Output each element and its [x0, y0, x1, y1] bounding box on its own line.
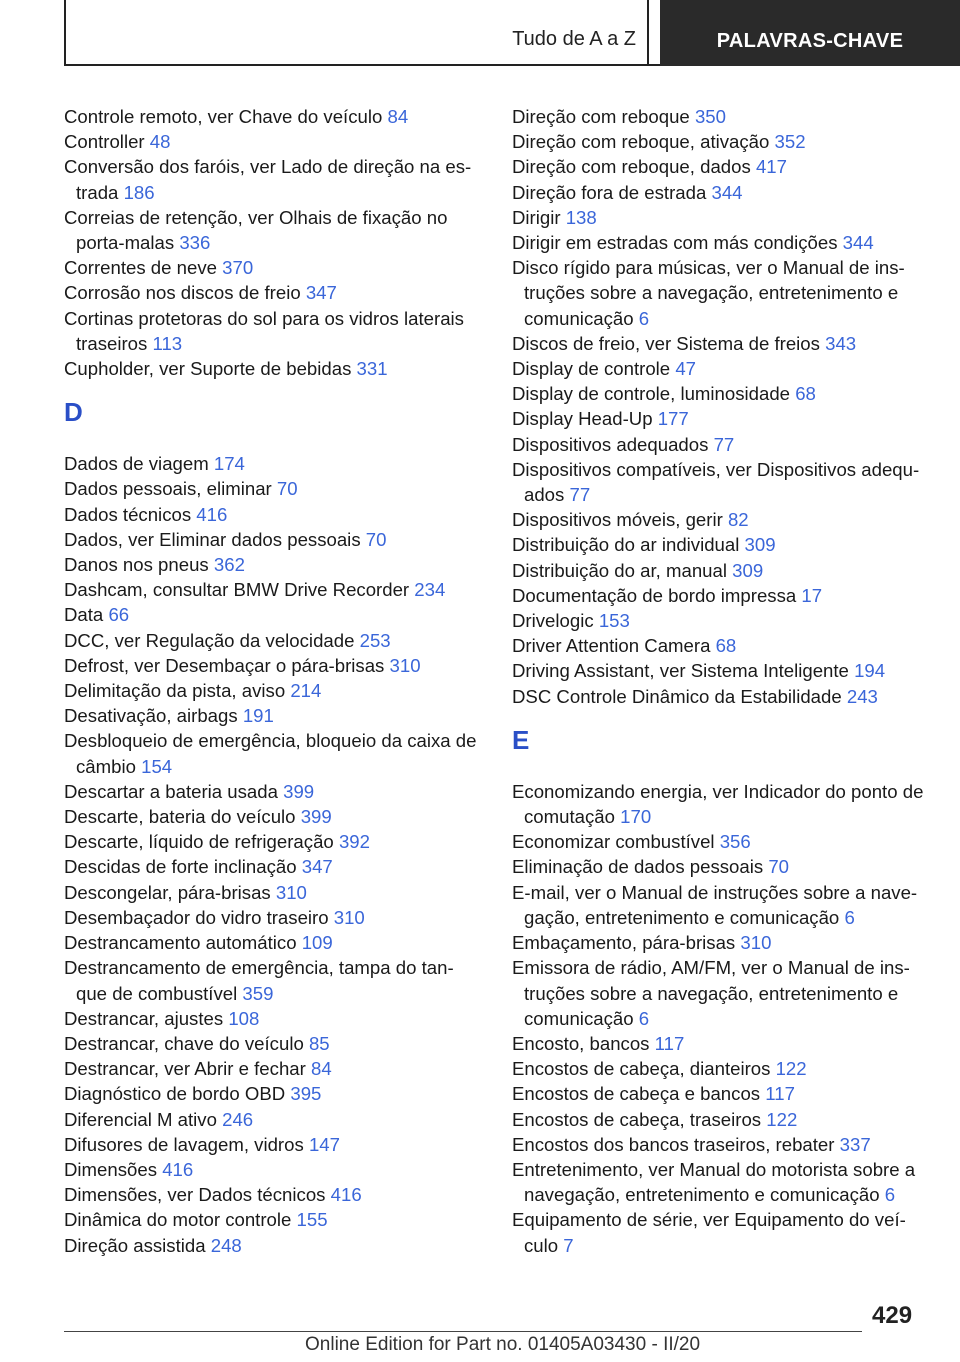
page-reference-link[interactable]: 310 — [389, 654, 421, 676]
index-entry — [64, 905, 484, 930]
index-entry-text: Descarte, líquido de refrigeração — [64, 831, 334, 853]
page-reference-link[interactable]: 331 — [356, 358, 388, 380]
index-entry-text: Dados técnicos — [64, 503, 192, 525]
page-reference-link[interactable]: 214 — [290, 680, 322, 702]
page-reference-link[interactable]: 194 — [854, 660, 886, 682]
index-entry-text: Descartar a bateria usada — [64, 780, 278, 802]
index-entry-text: Destrancamento de emergência, tampa do tan‐que de combustível — [64, 957, 454, 1004]
index-entry — [512, 955, 932, 1031]
index-entry — [64, 854, 484, 879]
page-reference-link[interactable]: 248 — [210, 1234, 242, 1256]
index-entry — [64, 1157, 484, 1182]
index-entry-text: Display de controle — [512, 358, 671, 380]
page-reference-link[interactable]: 68 — [715, 635, 737, 657]
index-entry — [512, 930, 932, 955]
index-entry-text: Diagnóstico de bordo OBD — [64, 1083, 286, 1105]
index-entry-text: Direção com reboque, ativação — [512, 131, 770, 153]
index-entry-text: Encostos de cabeça e bancos — [512, 1083, 761, 1105]
page-reference-link[interactable]: 122 — [766, 1108, 798, 1130]
index-entry — [64, 1182, 484, 1207]
page-reference-link[interactable]: 122 — [775, 1058, 807, 1080]
index-entry — [512, 633, 932, 658]
index-entry — [64, 804, 484, 829]
page-reference-link[interactable]: 253 — [359, 629, 391, 651]
index-entry — [64, 1233, 484, 1258]
page-reference-link[interactable]: 186 — [123, 181, 155, 203]
index-entry-text: Emissora de rádio, AM/FM, ver o Manual de ins‐truções sobre a navegação, entretenimento e comunicação — [512, 957, 910, 1029]
page-reference-link[interactable]: 117 — [765, 1083, 795, 1105]
index-entry — [512, 406, 932, 431]
page-reference-link[interactable]: 343 — [825, 332, 857, 354]
index-entry-text: Diferencial M ativo — [64, 1108, 217, 1130]
index-entry-text: Documentação de bordo impressa — [512, 584, 797, 606]
index-entry-text: Difusores de lavagem, vidros — [64, 1133, 304, 1155]
index-entry — [64, 280, 484, 305]
index-column-left — [64, 104, 484, 1258]
page-reference-link[interactable]: 85 — [308, 1032, 330, 1054]
page-reference-link[interactable]: 337 — [839, 1133, 871, 1155]
index-entry — [512, 432, 932, 457]
index-entry-text: Economizando energia, ver Indicador do ponto de comutação — [512, 780, 924, 828]
index-entry — [64, 1207, 484, 1232]
page-reference-link[interactable]: 84 — [387, 106, 409, 127]
index-entry — [64, 104, 484, 129]
index-entry — [64, 255, 484, 280]
index-entry-text: E-mail, ver o Manual de instruções sobre a nave‐gação, entretenimento e comunicação — [512, 881, 918, 928]
index-entry-text: Dispositivos móveis, gerir — [512, 509, 723, 531]
index-entry — [64, 1056, 484, 1081]
index-entry — [512, 684, 932, 709]
index-entry — [64, 306, 484, 356]
page-reference-link[interactable]: 48 — [149, 131, 171, 153]
page-reference-link[interactable]: 47 — [675, 358, 696, 380]
index-entry-text: DCC, ver Regulação da velocidade — [64, 629, 355, 651]
index-entry — [64, 678, 484, 703]
index-entry — [512, 457, 932, 507]
page-reference-link[interactable]: 138 — [565, 206, 597, 228]
index-entry — [512, 331, 932, 356]
page-number: 429 — [872, 1302, 913, 1329]
index-entry-text: Display de controle, luminosidade — [512, 383, 791, 405]
index-entry — [64, 829, 484, 854]
index-entry — [512, 255, 932, 331]
index-entry — [64, 356, 484, 381]
index-letter-heading: E — [512, 724, 530, 755]
index-entry — [512, 180, 932, 205]
index-entry — [512, 658, 932, 683]
page-reference-link[interactable]: 68 — [795, 383, 816, 405]
index-entry — [512, 854, 932, 879]
index-entry — [512, 779, 932, 829]
index-entry-text: Dinâmica do motor controle — [64, 1209, 292, 1231]
page-reference-link[interactable]: 350 — [694, 106, 726, 127]
index-entry — [512, 381, 932, 406]
page-reference-link[interactable]: 6 — [638, 1007, 650, 1029]
index-letter-heading: D — [64, 397, 83, 428]
page-reference-link[interactable]: 309 — [744, 534, 776, 556]
index-entry-text: DSC Controle Dinâmico da Estabilidade — [512, 685, 842, 707]
page-reference-link[interactable]: 153 — [598, 610, 630, 632]
page-reference-link[interactable]: 416 — [162, 1158, 194, 1180]
index-entry-text: Direção assistida — [64, 1234, 206, 1256]
page-reference-link[interactable]: 399 — [283, 780, 315, 802]
index-entry — [512, 1081, 932, 1106]
index-entry-text: Dispositivos adequados — [512, 433, 709, 455]
index-entry — [512, 205, 932, 230]
index-entry — [64, 154, 484, 204]
index-entry — [64, 1006, 484, 1031]
index-entry-text: Dados pessoais, eliminar — [64, 478, 272, 500]
index-entry-text: Economizar combustível — [512, 831, 715, 853]
index-entry-text: Direção com reboque, dados — [512, 156, 751, 178]
page-reference-link[interactable]: 347 — [305, 282, 337, 304]
index-entry-text: Dados de viagem — [64, 453, 209, 475]
index-entry-text: Discos de freio, ver Sistema de freios — [512, 332, 820, 354]
index-entry-text: Encosto, bancos — [512, 1032, 650, 1054]
page-reference-link[interactable]: 395 — [290, 1083, 322, 1105]
page-reference-link[interactable]: 344 — [711, 181, 743, 203]
index-entry-text: Dispositivos compatíveis, ver Dispositivos adequ‐ados — [512, 458, 920, 506]
index-entry — [64, 1081, 484, 1106]
index-entry-text: Danos nos pneus — [64, 554, 209, 576]
page-reference-link[interactable]: 347 — [301, 856, 333, 878]
index-entry — [64, 451, 484, 476]
index-entry-text: Corrosão nos discos de freio — [64, 282, 301, 304]
index-entry — [64, 1107, 484, 1132]
index-entry-text: Eliminação de dados pessoais — [512, 856, 764, 878]
index-entry-text: Encostos dos bancos traseiros, rebater — [512, 1133, 835, 1155]
index-entry-text: Direção fora de estrada — [512, 181, 707, 203]
page-reference-link[interactable]: 17 — [801, 584, 823, 606]
index-entry — [64, 502, 484, 527]
index-entry-text: Dashcam, consultar BMW Drive Recorder — [64, 579, 410, 601]
index-entry-text: Cortinas protetoras do sol para os vidros laterais traseiros — [64, 307, 464, 354]
index-entry — [512, 1132, 932, 1157]
index-entry — [64, 653, 484, 678]
index-entry — [512, 608, 932, 633]
page-reference-link[interactable]: 109 — [301, 932, 333, 954]
chapter-title: PALAVRAS-CHAVE — [716, 30, 904, 52]
index-entry-text: Correntes de neve — [64, 257, 217, 279]
index-entry — [64, 602, 484, 627]
index-entry-text: Controle remoto, ver Chave do veículo — [64, 106, 383, 127]
section-title: Tudo de A a Z — [512, 28, 636, 50]
page-reference-link[interactable]: 234 — [414, 579, 446, 601]
page-reference-link[interactable]: 77 — [713, 433, 735, 455]
index-entry-text: Encostos de cabeça, dianteiros — [512, 1058, 771, 1080]
page-reference-link[interactable]: 352 — [774, 131, 806, 153]
index-entry-text: Direção com reboque — [512, 106, 690, 127]
page-reference-link[interactable]: 416 — [330, 1184, 362, 1206]
index-entry-text: Conversão dos faróis, ver Lado de direção na es‐trada — [64, 156, 472, 203]
page-reference-link[interactable]: 6 — [844, 906, 855, 928]
page-reference-link[interactable]: 70 — [276, 478, 298, 500]
index-entry-text: Disco rígido para músicas, ver o Manual de ins‐truções sobre a navegação, entretenimento e comunicação — [512, 257, 905, 329]
index-entry — [512, 829, 932, 854]
index-entry — [512, 558, 932, 583]
index-entry-text: Descongelar, pára-brisas — [64, 881, 271, 903]
index-entry-text: Desbloqueio de emergência, bloqueio da caixa de câmbio — [64, 730, 477, 777]
page-reference-link[interactable]: 310 — [333, 906, 365, 928]
index-entry — [512, 104, 932, 129]
page-reference-link[interactable]: 177 — [657, 408, 689, 430]
page-reference-link[interactable]: 392 — [338, 831, 370, 853]
page-reference-link[interactable]: 84 — [311, 1058, 332, 1080]
page-reference-link[interactable]: 6 — [638, 307, 650, 329]
index-entry — [512, 1031, 932, 1056]
page-reference-link[interactable]: 336 — [179, 232, 211, 254]
index-entry — [64, 476, 484, 501]
index-entry-text: Descarte, bateria do veículo — [64, 806, 296, 828]
page-reference-link[interactable]: 359 — [242, 982, 274, 1004]
index-entry — [64, 703, 484, 728]
index-entry-text: Dimensões, ver Dados técnicos — [64, 1184, 326, 1206]
index-entry — [64, 577, 484, 602]
page-reference-link[interactable]: 246 — [222, 1108, 254, 1130]
index-entry — [64, 1031, 484, 1056]
page-reference-link[interactable]: 310 — [275, 881, 307, 903]
index-entry-text: Entretenimento, ver Manual do motorista sobre a navegação, entretenimento e comunicação — [512, 1158, 916, 1206]
page-reference-link[interactable]: 117 — [654, 1032, 685, 1054]
page-reference-link[interactable]: 66 — [108, 604, 130, 626]
index-entry-text: Defrost, ver Desembaçar o pára-brisas — [64, 654, 385, 676]
index-entry-text: Encostos de cabeça, traseiros — [512, 1108, 762, 1130]
page-reference-link[interactable]: 416 — [196, 503, 228, 525]
index-entry-text: Dados, ver Eliminar dados pessoais — [64, 528, 361, 550]
index-entry-text: Dimensões — [64, 1158, 158, 1180]
index-entry — [64, 779, 484, 804]
page-reference-link[interactable]: 309 — [732, 559, 764, 581]
index-entry — [64, 628, 484, 653]
page-reference-link[interactable]: 417 — [755, 156, 787, 178]
page-reference-link[interactable]: 191 — [242, 705, 274, 727]
index-entry — [512, 532, 932, 557]
index-entry-text: Controller — [64, 131, 145, 153]
page-reference-link[interactable]: 113 — [152, 332, 183, 354]
page-reference-link[interactable]: 77 — [569, 484, 591, 506]
index-entry — [512, 1056, 932, 1081]
page-reference-link[interactable]: 362 — [213, 554, 245, 576]
index-entry-text: Descidas de forte inclinação — [64, 856, 297, 878]
page-reference-link[interactable]: 82 — [727, 509, 749, 531]
index-entry-text: Drivelogic — [512, 610, 594, 632]
page-reference-link[interactable]: 108 — [228, 1007, 260, 1029]
page-reference-link[interactable]: 243 — [846, 685, 878, 707]
page-reference-link[interactable]: 70 — [365, 528, 387, 550]
index-entry — [512, 1207, 932, 1257]
index-entry-text: Distribuição do ar, manual — [512, 559, 727, 581]
index-entry — [64, 930, 484, 955]
page-reference-link[interactable]: 155 — [296, 1209, 328, 1231]
edition-text: Online Edition for Part no. 01405A03430 - II/20 — [305, 1334, 701, 1355]
index-entry — [512, 356, 932, 381]
index-entry — [512, 1157, 932, 1207]
index-entry — [64, 205, 484, 255]
index-entry — [64, 129, 484, 154]
index-entry-text: Desativação, airbags — [64, 705, 238, 727]
index-entry-text: Data — [64, 604, 104, 626]
page-reference-link[interactable]: 6 — [884, 1184, 896, 1206]
index-entry-text: Dirigir — [512, 206, 561, 228]
index-entry — [512, 1107, 932, 1132]
page-reference-link[interactable]: 7 — [563, 1234, 574, 1256]
page-reference-link[interactable]: 310 — [740, 932, 772, 954]
index-entry-text: Destrancar, chave do veículo — [64, 1032, 304, 1054]
index-entry — [64, 552, 484, 577]
index-entry — [512, 583, 932, 608]
index-entry-text: Display Head-Up — [512, 408, 653, 430]
page-reference-link[interactable]: 174 — [213, 453, 245, 475]
page-reference-link[interactable]: 147 — [308, 1133, 340, 1155]
index-column-right — [512, 104, 932, 1258]
index-entry — [64, 728, 484, 778]
index-entry-text: Embaçamento, pára-brisas — [512, 932, 736, 954]
index-entry-text: Equipamento de série, ver Equipamento do veí‐culo — [512, 1209, 906, 1256]
index-entry-text: Driver Attention Camera — [512, 635, 711, 657]
page-reference-link[interactable]: 356 — [719, 831, 751, 853]
index-entry — [512, 129, 932, 154]
index-entry-text: Distribuição do ar individual — [512, 534, 740, 556]
index-entry — [512, 507, 932, 532]
index-entry — [64, 880, 484, 905]
footer-rule — [64, 1331, 862, 1332]
index-entry — [512, 880, 932, 930]
index-entry — [512, 230, 932, 255]
index-entry — [64, 527, 484, 552]
index-entry — [512, 154, 932, 179]
page-reference-link[interactable]: 170 — [620, 806, 652, 828]
index-entry-text: Driving Assistant, ver Sistema Inteligente — [512, 660, 849, 682]
index-entry-text: Delimitação da pista, aviso — [64, 680, 286, 702]
index-entry — [64, 1132, 484, 1157]
index-entry-text: Dirigir em estradas com más condições — [512, 232, 838, 254]
index-entry — [64, 955, 484, 1005]
index-entry-text: Cupholder, ver Suporte de bebidas — [64, 358, 352, 380]
page-reference-link[interactable]: 70 — [768, 856, 790, 878]
page-reference-link[interactable]: 154 — [141, 755, 173, 777]
page-reference-link[interactable]: 370 — [222, 257, 254, 279]
index-entry-text: Destrancamento automático — [64, 932, 297, 954]
chapter-tab[interactable] — [660, 0, 960, 66]
page-reference-link[interactable]: 344 — [842, 232, 874, 254]
index-entry-text: Destrancar, ver Abrir e fechar — [64, 1058, 306, 1080]
index-entry-text: Correias de retenção, ver Olhais de fixação no porta-malas — [64, 206, 448, 254]
page-reference-link[interactable]: 399 — [300, 806, 332, 828]
index-entry-text: Desembaçador do vidro traseiro — [64, 906, 329, 928]
index-entry-text: Destrancar, ajustes — [64, 1007, 224, 1029]
